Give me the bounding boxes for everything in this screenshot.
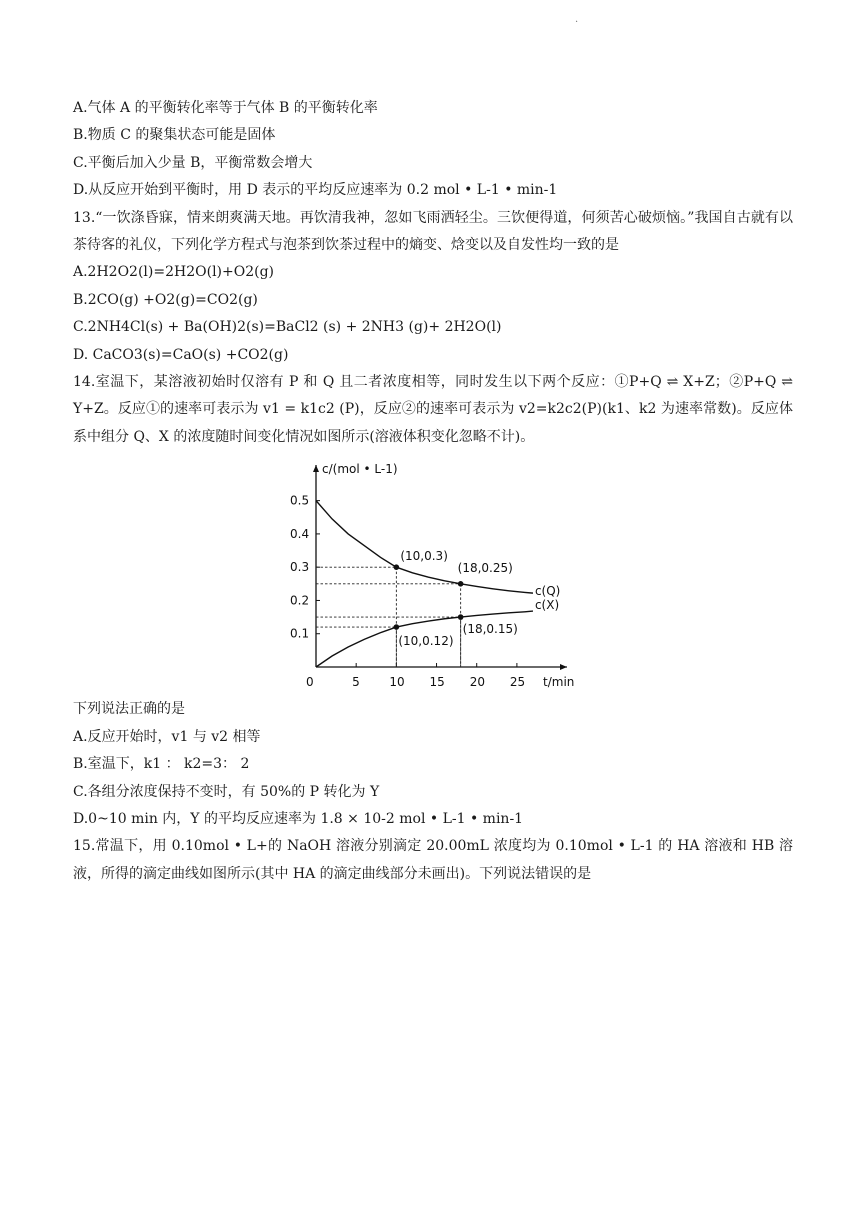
q12-option-b: B.物质 C 的聚集状态可能是固体 <box>73 127 276 144</box>
data-point <box>394 625 400 631</box>
data-point-label: (10,0.12) <box>398 634 454 649</box>
q13-option-c: C.2NH4Cl(s) + Ba(OH)2(s)=BaCl2 (s) + 2NH3 (g)+ 2H2O(l) <box>73 319 502 336</box>
y-tick-label: 0.5 <box>290 493 310 508</box>
x-tick-label: 10 <box>389 675 405 690</box>
data-point-label: (18,0.25) <box>457 561 513 576</box>
q14-question: 下列说法正确的是 <box>73 701 185 718</box>
q12-option-d: D.从反应开始到平衡时，用 D 表示的平均反应速率为 0.2 mol • L-1 • min-1 <box>73 182 558 199</box>
concentration-time-chart <box>278 457 588 692</box>
data-point <box>458 615 464 621</box>
series-label-x: c(X) <box>534 598 560 613</box>
q14-option-a: A.反应开始时，v1 与 v2 相等 <box>73 728 261 745</box>
y-tick-label: 0.3 <box>290 560 310 575</box>
series-label-q: c(Q) <box>534 584 561 599</box>
q13-option-a: A.2H2O2(l)=2H2O(l)+O2(g) <box>73 264 275 281</box>
y-tick-label: 0.2 <box>290 593 310 608</box>
y-axis-label: c/(mol • L-1) <box>322 462 398 477</box>
x-tick-label: 20 <box>469 675 485 690</box>
chart-svg <box>278 457 588 692</box>
q15-stem: 15.常温下，用 0.10mol • L+的 NaOH 溶液分别滴定 20.00mL 浓度均为 0.10mol • L-1 的 HA 溶液和 HB 溶液，所得的滴定曲线如图所示(其中 HA 的滴定曲线部分未画出)。下列说法错误的是 <box>73 838 793 882</box>
x-tick-label: 25 <box>509 675 526 690</box>
y-axis-arrow <box>313 465 319 472</box>
x-axis-label: t/min <box>543 675 575 690</box>
q14-option-b: B.室温下，k1 ： k2=3： 2 <box>73 756 250 773</box>
series-line-q <box>316 501 533 593</box>
q14-stem: 14.室温下，某溶液初始时仅溶有 P 和 Q 且二者浓度相等，同时发生以下两个反应：①P+Q ⇌ X+Z；②P+Q ⇌ Y+Z。反应①的速率可表示为 v1 = k1c2 (P)，反应②的速率可表示为 v2=k2c2(P)(k1、k2 为速率常数)。反应体系中组分 Q、X 的浓度随时间变化情况如图所示(溶液体积变化忽略不计)。 <box>73 374 793 445</box>
data-point-label: (10,0.3) <box>400 549 448 564</box>
data-point <box>394 565 400 571</box>
data-point-label: (18,0.15) <box>462 622 518 637</box>
exam-page <box>73 95 793 888</box>
x-tick-label: 15 <box>429 675 445 690</box>
q12-option-a: A.气体 A 的平衡转化率等于气体 B 的平衡转化率 <box>73 100 378 116</box>
x-tick-label: 0 <box>306 675 314 690</box>
data-point <box>458 581 464 587</box>
header-mark: . <box>575 14 579 25</box>
q13-option-b: B.2CO(g) +O2(g)=CO2(g) <box>73 291 258 308</box>
y-tick-label: 0.1 <box>290 627 310 642</box>
q13-stem: 13.“一饮涤昏寐，情来朗爽满天地。再饮清我神，忽如飞雨洒轻尘。三饮便得道，何须苦心破烦恼。”我国自古就有以茶待客的礼仪，下列化学方程式与泡茶到饮茶过程中的熵变、焓变以及自发性均一致的是 <box>73 209 793 254</box>
y-tick-label: 0.4 <box>290 527 310 542</box>
x-axis-arrow <box>560 664 567 670</box>
q14-option-d: D.0~10 min 内，Y 的平均反应速率为 1.8 × 10-2 mol • L-1 • min-1 <box>73 810 524 827</box>
q13-option-d: D. CaCO3(s)=CaO(s) +CO2(g) <box>73 346 289 363</box>
x-tick-label: 5 <box>352 675 360 690</box>
q12-option-c: C.平衡后加入少量 B，平衡常数会增大 <box>73 154 313 171</box>
q14-option-c: C.各组分浓度保持不变时，有 50%的 P 转化为 Y <box>73 783 380 800</box>
